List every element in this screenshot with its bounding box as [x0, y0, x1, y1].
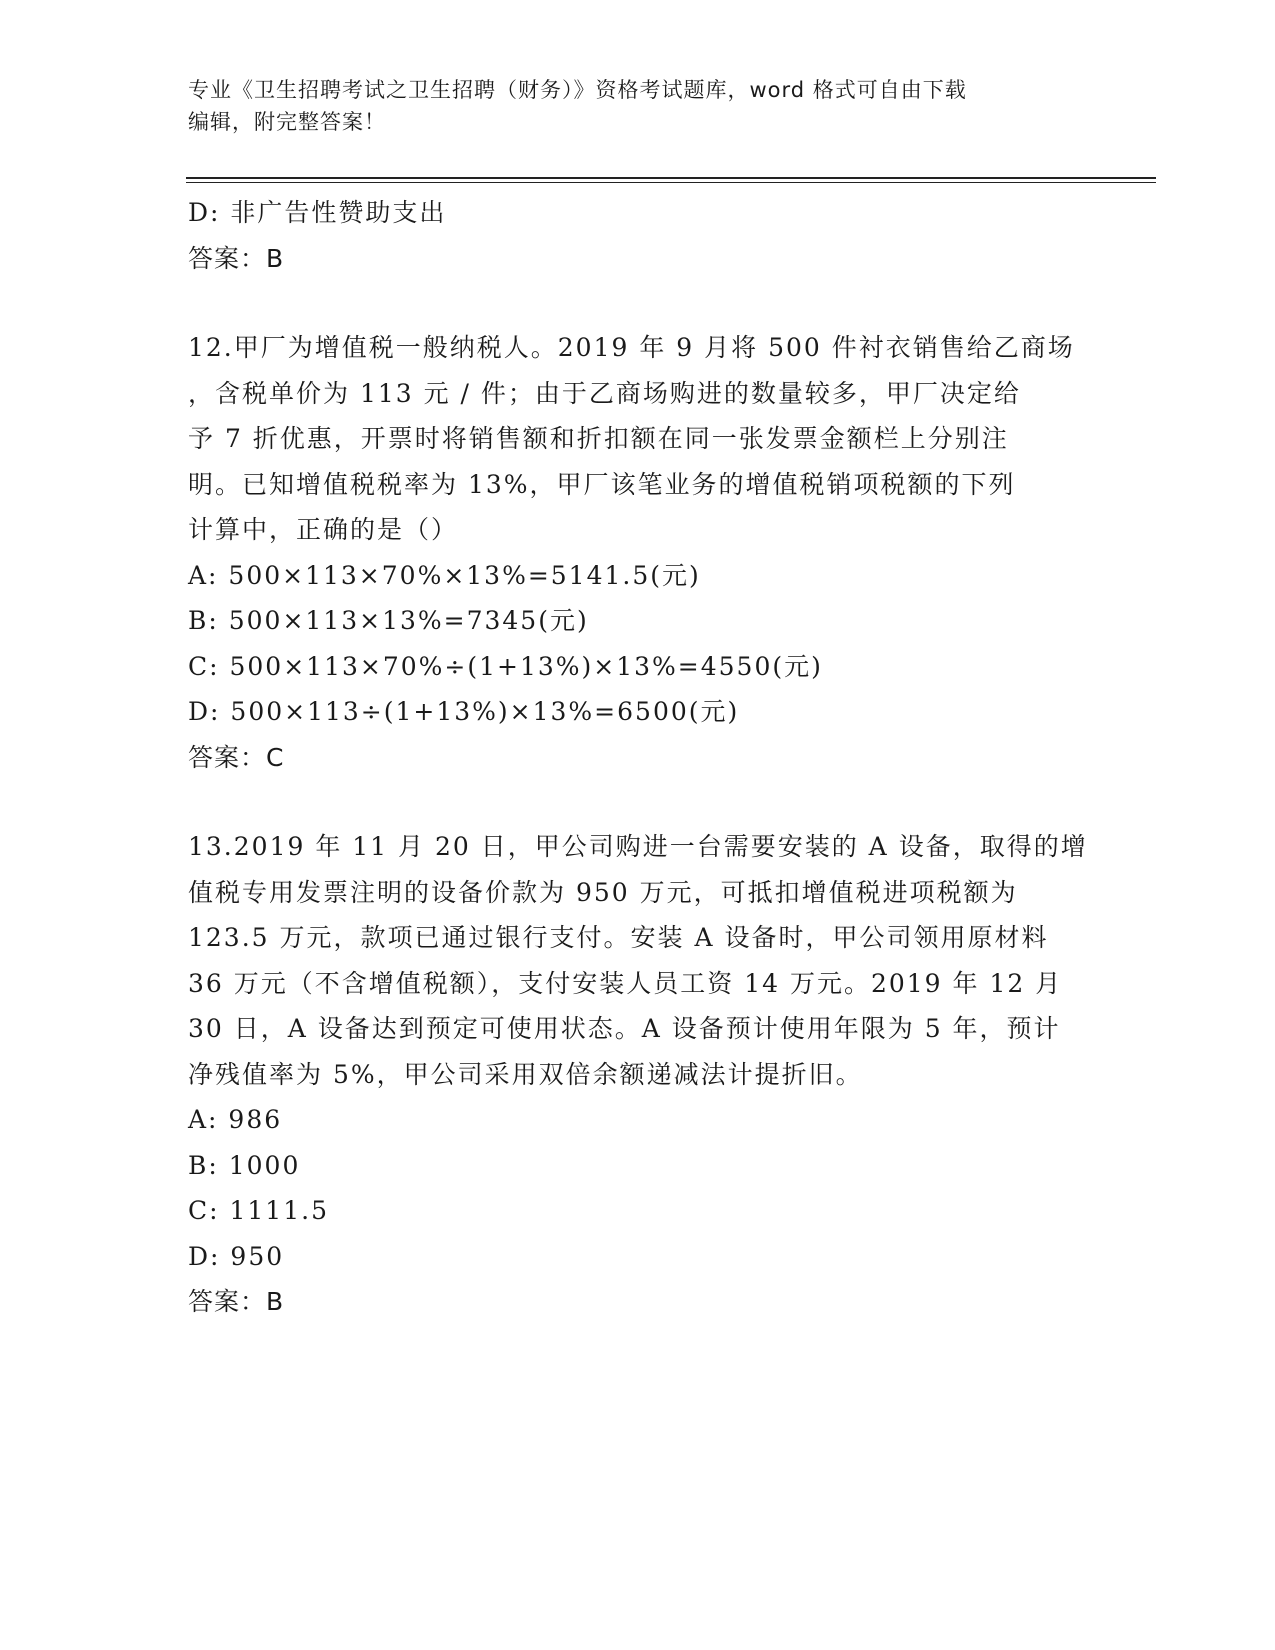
option-d: D: 500×113÷(1+13%)×13%=6500(元) [188, 697, 740, 726]
header-line-1: 专业《卫生招聘考试之卫生招聘（财务）》资格考试题库，word 格式可自由下载 [188, 78, 967, 102]
document-header [188, 74, 1088, 138]
header-divider-thick [186, 177, 1156, 179]
question-13 [188, 824, 1088, 1325]
question-text-line: 予 7 折优惠，开票时将销售额和折扣额在同一张发票金额栏上分别注 [188, 424, 1009, 453]
document-body [188, 190, 1088, 1325]
question-12 [188, 325, 1088, 780]
header-line-2: 编辑，附完整答案！ [188, 110, 386, 134]
question-text-line: 123.5 万元，款项已通过银行支付。安装 A 设备时，甲公司领用原材料 [188, 923, 1049, 952]
answer-line: 答案：B [188, 243, 285, 273]
option-c: C: 500×113×70%÷(1+13%)×13%=4550(元) [188, 651, 823, 681]
spacer [188, 780, 1088, 824]
option-b: B: 500×113×13%=7345(元) [188, 606, 589, 635]
option-a: A: 500×113×70%×13%=5141.5(元) [188, 560, 701, 590]
option-d: D: 950 [188, 1241, 285, 1271]
option-a: A: 986 [188, 1105, 283, 1134]
option-c: C: 1111.5 [188, 1196, 329, 1225]
previous-question-tail [188, 190, 1088, 281]
option-d: D: 非广告性赞助支出 [188, 198, 447, 227]
question-text-line: 计算中，正确的是（） [188, 515, 459, 544]
question-text-line: 12.甲厂为增值税一般纳税人。2019 年 9 月将 500 件衬衣销售给乙商场 [188, 333, 1075, 362]
question-text-line: 值税专用发票注明的设备价款为 950 万元，可抵扣增值税进项税额为 [188, 877, 1018, 907]
question-text-line: 净残值率为 5%，甲公司采用双倍余额递减法计提折旧。 [188, 1059, 863, 1089]
spacer [188, 281, 1088, 325]
question-text-line: 13.2019 年 11 月 20 日，甲公司购进一台需要安装的 A 设备，取得的增 [188, 832, 1088, 861]
answer-line: 答案：B [188, 1287, 285, 1316]
question-text-line: 30 日，A 设备达到预定可使用状态。A 设备预计使用年限为 5 年，预计 [188, 1014, 1061, 1043]
answer-line: 答案：C [188, 742, 285, 772]
header-divider-thin [186, 182, 1156, 183]
question-text-line: 明。已知增值税税率为 13%，甲厂该笔业务的增值税销项税额的下列 [188, 469, 1016, 499]
option-b: B: 1000 [188, 1150, 301, 1180]
question-text-line: 36 万元（不含增值税额），支付安装人员工资 14 万元。2019 年 12 月 [188, 968, 1063, 998]
question-text-line: ，含税单价为 113 元 / 件；由于乙商场购进的数量较多，甲厂决定给 [188, 378, 1021, 408]
